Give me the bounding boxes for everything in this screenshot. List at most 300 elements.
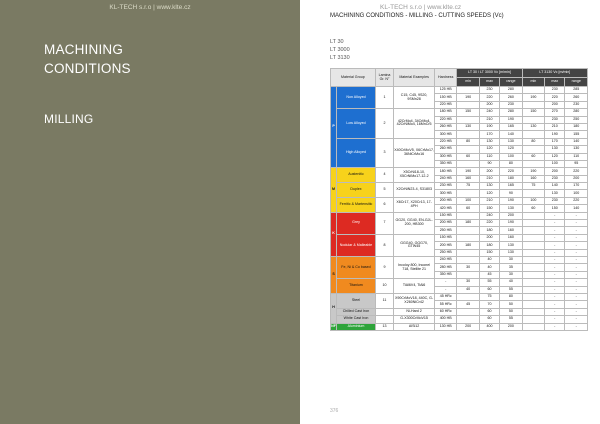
material-example-cell: X40CrMoV5, X6CrMo17, 36NiCrMo16 — [394, 138, 435, 168]
material-example-cell: G-X300CrMoV15 — [394, 316, 435, 323]
speed-b-cell — [522, 301, 544, 308]
hardness-cell: 180 HB — [434, 168, 456, 175]
hardness-cell: 60 HRc — [434, 308, 456, 315]
hardness-cell: 300 HB — [434, 153, 456, 160]
speed-a-cell: 50 — [500, 308, 522, 315]
speed-b-cell: 170 — [545, 138, 565, 145]
hardness-cell: 220 HB — [434, 116, 456, 123]
speed-a-cell: 210 — [479, 175, 499, 182]
speed-a-cell: 200 — [500, 212, 522, 219]
speed-b-cell: 190 — [522, 94, 544, 101]
speed-b-cell — [522, 146, 544, 153]
speed-a-cell: 30 — [457, 264, 479, 271]
table-row — [331, 183, 588, 190]
speed-b-cell: 140 — [565, 138, 588, 145]
speed-b-cell: 220 — [545, 94, 565, 101]
cutting-speed-table — [330, 68, 588, 331]
col-max: max — [545, 78, 565, 87]
speed-a-cell: 190 — [500, 220, 522, 227]
col-hardness: Hardness — [434, 69, 456, 87]
col-range: range — [565, 78, 588, 87]
speed-b-cell — [522, 323, 544, 330]
table-row — [331, 234, 588, 241]
speed-b-cell: 230 — [545, 197, 565, 204]
hardness-cell: - — [434, 279, 456, 286]
speed-b-cell: - — [565, 234, 588, 241]
lamina-no-cell: 3 — [375, 138, 393, 168]
speed-a-cell: 40 — [479, 256, 499, 263]
hardness-cell: 125 HB — [434, 87, 456, 94]
material-group-cell: Duplex — [337, 183, 376, 198]
speed-a-cell: 60 — [479, 286, 499, 293]
lamina-no-cell: 8 — [375, 234, 393, 256]
speed-b-cell — [522, 293, 544, 300]
speed-b-cell: - — [545, 220, 565, 227]
col-range: range — [500, 78, 522, 87]
material-example-cell: GG20, GG40, EN-GJL-200, HB300 — [394, 212, 435, 234]
speed-b-cell — [522, 87, 544, 94]
speed-a-cell — [457, 146, 479, 153]
table-row — [331, 279, 588, 286]
speed-a-cell — [457, 271, 479, 278]
speed-b-cell: 170 — [565, 183, 588, 190]
grade-item: LT 3000 — [330, 47, 350, 53]
speed-b-cell: 75 — [522, 183, 544, 190]
right-brand: KL-TECH s.r.o | www.klte.cz — [380, 4, 462, 11]
iso-group-cell: P — [331, 87, 337, 168]
speed-b-cell: 220 — [565, 168, 588, 175]
speed-a-cell: 60 — [479, 308, 499, 315]
speed-a-cell: 90 — [479, 160, 499, 167]
hardness-cell: 150 HB — [434, 212, 456, 219]
lamina-no-cell: 9 — [375, 256, 393, 278]
speed-a-cell: 60 — [479, 316, 499, 323]
speed-a-cell: 100 — [457, 197, 479, 204]
speed-b-cell: 210 — [545, 123, 565, 130]
speed-a-cell: 150 — [479, 249, 499, 256]
speed-a-cell — [457, 116, 479, 123]
speed-a-cell: 130 — [479, 183, 499, 190]
lamina-no-cell: 4 — [375, 168, 393, 183]
speed-a-cell: 180 — [479, 242, 499, 249]
speed-a-cell: 220 — [479, 94, 499, 101]
speed-a-cell: 240 — [479, 212, 499, 219]
material-example-cell: AlSi12 — [394, 323, 435, 330]
speed-a-cell: 70 — [479, 301, 499, 308]
speed-a-cell: 200 — [500, 323, 522, 330]
speed-b-cell: 280 — [565, 109, 588, 116]
speed-a-cell — [457, 308, 479, 315]
speed-a-cell: 40 — [500, 279, 522, 286]
speed-a-cell — [457, 131, 479, 138]
hardness-cell: 45 HRc — [434, 293, 456, 300]
speed-b-cell: 180 — [565, 123, 588, 130]
table-row — [331, 323, 588, 330]
title-line-2: CONDITIONS — [44, 61, 131, 76]
speed-b-cell — [522, 212, 544, 219]
col-min: min — [457, 78, 479, 87]
speed-a-cell: 160 — [500, 227, 522, 234]
col-lamina-no: Lamina Gr. N° — [375, 69, 393, 87]
speed-b-cell: 80 — [522, 138, 544, 145]
lamina-no-cell — [375, 316, 393, 323]
speed-a-cell: 60 — [457, 205, 479, 212]
hardness-cell: 240 HB — [434, 175, 456, 182]
speed-b-cell: - — [545, 256, 565, 263]
speed-a-cell — [457, 160, 479, 167]
hardness-cell: 350 HB — [434, 271, 456, 278]
speed-b-cell: 130 — [545, 146, 565, 153]
hardness-cell: 220 HB — [434, 138, 456, 145]
speed-a-cell: 80 — [500, 160, 522, 167]
speed-b-cell: 155 — [565, 131, 588, 138]
iso-group-cell: NF — [331, 323, 337, 330]
speed-b-cell — [522, 116, 544, 123]
hardness-cell: 200 HB — [434, 220, 456, 227]
hardness-cell: 220 HB — [434, 101, 456, 108]
speed-a-cell — [457, 256, 479, 263]
hardness-cell: 230 HB — [434, 183, 456, 190]
speed-b-cell: - — [565, 323, 588, 330]
speed-b-cell: 200 — [545, 101, 565, 108]
speed-b-cell: 95 — [565, 160, 588, 167]
speed-a-cell: 180 — [500, 175, 522, 182]
speed-a-cell: 45 — [457, 301, 479, 308]
grade-item: LT 30 — [330, 39, 344, 45]
speed-a-cell — [457, 87, 479, 94]
speed-a-cell: 230 — [500, 101, 522, 108]
iso-group-cell: M — [331, 168, 337, 212]
table-row — [331, 87, 588, 94]
speed-b-cell — [522, 227, 544, 234]
speed-a-cell: 400 — [479, 323, 499, 330]
speed-a-cell: 30 — [457, 279, 479, 286]
speed-b-cell — [522, 220, 544, 227]
lamina-no-cell: 2 — [375, 109, 393, 139]
table-row — [331, 256, 588, 263]
material-group-cell: Grey — [337, 212, 376, 234]
hardness-cell: 300 HB — [434, 190, 456, 197]
speed-b-cell: 100 — [565, 190, 588, 197]
col-grade-a: LT 30 / LT 3000 Vc [m/min] — [457, 69, 522, 78]
speed-b-cell: - — [545, 323, 565, 330]
speed-b-cell: - — [545, 279, 565, 286]
speed-a-cell: 200 — [457, 323, 479, 330]
speed-a-cell: 120 — [479, 190, 499, 197]
speed-a-cell: 80 — [457, 138, 479, 145]
material-group-cell: Ferritic & Martensitic — [337, 197, 376, 212]
speed-b-cell: 270 — [545, 109, 565, 116]
hardness-cell: - — [434, 286, 456, 293]
iso-group-cell: K — [331, 212, 337, 256]
speed-b-cell: - — [545, 301, 565, 308]
speed-a-cell: 190 — [479, 123, 499, 130]
speed-a-cell: 165 — [500, 123, 522, 130]
speed-a-cell — [457, 249, 479, 256]
table-row — [331, 308, 588, 315]
speed-a-cell — [457, 212, 479, 219]
speed-a-cell: 55 — [479, 279, 499, 286]
speed-b-cell: - — [565, 308, 588, 315]
material-group-cell: Aluminium — [337, 323, 376, 330]
lamina-no-cell: 1 — [375, 87, 393, 109]
speed-b-cell: - — [565, 242, 588, 249]
material-group-cell: Titanium — [337, 279, 376, 294]
speed-b-cell: 100 — [545, 160, 565, 167]
speed-a-cell: 130 — [500, 138, 522, 145]
speed-b-cell: - — [565, 286, 588, 293]
speed-a-cell: 55 — [500, 316, 522, 323]
material-group-cell: Fe, Ni & Co based — [337, 256, 376, 278]
table-row — [331, 212, 588, 219]
material-example-cell: TiAl6V4, TiAl6 — [394, 279, 435, 294]
material-example-cell: Ni-Hard 2 — [394, 308, 435, 315]
speed-a-cell — [457, 101, 479, 108]
speed-b-cell: 260 — [565, 94, 588, 101]
speed-b-cell: 250 — [565, 116, 588, 123]
hardness-cell: 150 HB — [434, 234, 456, 241]
title-line-1: MACHINING — [44, 42, 124, 57]
speed-b-cell: 230 — [545, 116, 565, 123]
speed-a-cell: 190 — [500, 197, 522, 204]
speed-b-cell: 130 — [545, 190, 565, 197]
hardness-cell: 130 HB — [434, 323, 456, 330]
speed-b-cell: - — [545, 227, 565, 234]
speed-b-cell — [522, 264, 544, 271]
material-group-cell: Low Alloyed — [337, 109, 376, 139]
col-grade-b: LT 3130 Vc [m/min] — [522, 69, 587, 78]
material-example-cell: X90CrMoV18, 440C, G-X260NiCr42 — [394, 293, 435, 308]
speed-a-cell: 50 — [500, 301, 522, 308]
iso-group-cell: H — [331, 293, 337, 323]
material-group-cell: High Alloyed — [337, 138, 376, 168]
speed-b-cell: 220 — [565, 197, 588, 204]
speed-a-cell: 210 — [479, 197, 499, 204]
speed-b-cell: 150 — [545, 205, 565, 212]
speed-a-cell: 190 — [457, 94, 479, 101]
material-example-cell: GGG40, GGG70, GTW45 — [394, 234, 435, 256]
speed-a-cell: 35 — [500, 264, 522, 271]
speed-b-cell: - — [545, 264, 565, 271]
speed-b-cell: 140 — [565, 205, 588, 212]
table-row — [331, 197, 588, 204]
table-row — [331, 138, 588, 145]
right-page — [300, 0, 600, 424]
lamina-no-cell: 6 — [375, 197, 393, 212]
speed-a-cell: 200 — [479, 168, 499, 175]
material-group-cell: Steel — [337, 293, 376, 308]
speed-a-cell: 120 — [479, 146, 499, 153]
hardness-cell: 350 HB — [434, 160, 456, 167]
speed-a-cell: 100 — [500, 153, 522, 160]
speed-a-cell: 40 — [479, 264, 499, 271]
iso-group-cell: S — [331, 256, 337, 293]
speed-a-cell: 150 — [457, 109, 479, 116]
speed-b-cell — [522, 286, 544, 293]
speed-a-cell: 45 — [479, 271, 499, 278]
speed-a-cell: 160 — [457, 175, 479, 182]
table-row — [331, 316, 588, 323]
speed-a-cell: 60 — [457, 153, 479, 160]
speed-b-cell — [522, 279, 544, 286]
speed-a-cell: 80 — [500, 293, 522, 300]
speed-b-cell: - — [565, 212, 588, 219]
speed-a-cell: 130 — [500, 242, 522, 249]
hardness-cell: 300 HB — [434, 131, 456, 138]
speed-a-cell: 30 — [500, 256, 522, 263]
speed-b-cell: - — [565, 256, 588, 263]
speed-b-cell — [522, 242, 544, 249]
material-group-cell: Nodular & Malleable — [337, 234, 376, 256]
speed-b-cell: - — [565, 220, 588, 227]
speed-a-cell: 280 — [500, 109, 522, 116]
speed-a-cell: 190 — [500, 116, 522, 123]
speed-a-cell: 75 — [479, 293, 499, 300]
speed-b-cell — [522, 249, 544, 256]
speed-b-cell: - — [545, 316, 565, 323]
speed-b-cell: - — [545, 234, 565, 241]
speed-b-cell: 100 — [522, 197, 544, 204]
speed-b-cell: - — [545, 308, 565, 315]
hardness-cell: 260 HB — [434, 146, 456, 153]
hardness-cell: 200 HB — [434, 242, 456, 249]
material-group-cell: Austenitic — [337, 168, 376, 183]
speed-b-cell: 200 — [565, 175, 588, 182]
hardness-cell: 260 HB — [434, 123, 456, 130]
speed-a-cell — [457, 190, 479, 197]
speed-a-cell: 260 — [500, 94, 522, 101]
speed-b-cell: - — [565, 293, 588, 300]
speed-a-cell: 30 — [500, 271, 522, 278]
speed-b-cell: 140 — [545, 183, 565, 190]
table-row — [331, 168, 588, 175]
table-row — [331, 293, 588, 300]
speed-b-cell: 190 — [522, 168, 544, 175]
speed-b-cell: 120 — [545, 153, 565, 160]
speed-a-cell: 210 — [479, 116, 499, 123]
speed-a-cell — [457, 234, 479, 241]
hardness-cell: 200 HB — [434, 197, 456, 204]
speed-b-cell: 200 — [545, 168, 565, 175]
material-group-cell: Chilled Cast Iron — [337, 308, 376, 315]
speed-b-cell: 285 — [565, 87, 588, 94]
speed-a-cell: 200 — [479, 234, 499, 241]
material-group-cell: White Cast Iron — [337, 316, 376, 323]
speed-a-cell: 55 — [500, 286, 522, 293]
hardness-cell: 280 HB — [434, 264, 456, 271]
speed-a-cell: 170 — [479, 131, 499, 138]
speed-b-cell: 230 — [545, 175, 565, 182]
speed-b-cell: 190 — [545, 131, 565, 138]
material-example-cell: X2CrNiN23-4, S31803 — [394, 183, 435, 198]
material-example-cell: Incoloy 800, Inconel 718, Stellite 21 — [394, 256, 435, 278]
col-material-examples: Material Examples — [394, 69, 435, 87]
page-title — [44, 40, 131, 78]
hardness-cell: 250 HB — [434, 227, 456, 234]
speed-b-cell: 110 — [565, 153, 588, 160]
speed-a-cell: 180 — [457, 220, 479, 227]
speed-a-cell: 180 — [479, 227, 499, 234]
speed-b-cell: - — [545, 249, 565, 256]
speed-a-cell: 140 — [500, 131, 522, 138]
hardness-cell: 420 HB — [434, 205, 456, 212]
hardness-cell: 400 HB — [434, 316, 456, 323]
section-header: MACHINING CONDITIONS - MILLING - CUTTING SPEEDS (Vc) — [330, 13, 504, 19]
speed-a-cell: 180 — [457, 242, 479, 249]
lamina-no-cell: 11 — [375, 293, 393, 308]
material-group-cell: Non Alloyed — [337, 87, 376, 109]
speed-a-cell: 220 — [500, 168, 522, 175]
speed-b-cell — [522, 271, 544, 278]
speed-b-cell: - — [545, 212, 565, 219]
speed-b-cell: - — [565, 227, 588, 234]
table-row — [331, 109, 588, 116]
speed-b-cell — [522, 101, 544, 108]
speed-a-cell: 160 — [500, 234, 522, 241]
lamina-no-cell: 7 — [375, 212, 393, 234]
hardness-cell: 180 HB — [434, 109, 456, 116]
speed-b-cell: - — [565, 316, 588, 323]
left-brand: KL-TECH s.r.o | www.klte.cz — [109, 4, 191, 11]
speed-b-cell — [522, 190, 544, 197]
speed-a-cell: 130 — [457, 123, 479, 130]
col-material-group: Material Group — [331, 69, 376, 87]
speed-b-cell — [522, 234, 544, 241]
speed-a-cell — [457, 293, 479, 300]
speed-a-cell: 130 — [500, 205, 522, 212]
speed-b-cell: 60 — [522, 205, 544, 212]
speed-b-cell: 130 — [565, 146, 588, 153]
material-example-cell: C15, C45, 9S20, 9SMn28 — [394, 87, 435, 109]
speed-b-cell: 150 — [522, 109, 544, 116]
speed-a-cell: 40 — [457, 286, 479, 293]
speed-b-cell: - — [565, 249, 588, 256]
speed-b-cell: - — [545, 271, 565, 278]
lamina-no-cell: 10 — [375, 279, 393, 294]
lamina-no-cell — [375, 308, 393, 315]
page-subtitle: MILLING — [44, 112, 94, 126]
speed-b-cell — [522, 256, 544, 263]
speed-a-cell: 190 — [457, 168, 479, 175]
speed-a-cell: 200 — [479, 101, 499, 108]
material-example-cell: 42CrMo4, 34CrMo4, 42CrNiMo4, 16MnCr5 — [394, 109, 435, 139]
grade-item: LT 3130 — [330, 55, 350, 61]
speed-a-cell — [457, 316, 479, 323]
speed-a-cell — [457, 227, 479, 234]
col-max: max — [479, 78, 499, 87]
speed-b-cell: - — [565, 279, 588, 286]
speed-b-cell: - — [545, 286, 565, 293]
speed-b-cell — [522, 160, 544, 167]
speed-b-cell: 60 — [522, 153, 544, 160]
hardness-cell: 240 HB — [434, 256, 456, 263]
speed-b-cell — [522, 131, 544, 138]
speed-a-cell: 110 — [479, 153, 499, 160]
speed-a-cell: 230 — [479, 87, 499, 94]
speed-a-cell: 280 — [500, 87, 522, 94]
speed-b-cell: - — [565, 301, 588, 308]
hardness-cell: 55 HRc — [434, 301, 456, 308]
material-example-cell: X5CrNi18-10, X5CrNiMo17-12-2 — [394, 168, 435, 183]
speed-a-cell: 165 — [500, 183, 522, 190]
col-min: min — [522, 78, 544, 87]
grade-list — [330, 38, 350, 62]
speed-b-cell: - — [545, 293, 565, 300]
material-example-cell: X6Cr17, X20Cr13, 17-4PH — [394, 197, 435, 212]
speed-b-cell: - — [565, 271, 588, 278]
speed-b-cell: 230 — [565, 101, 588, 108]
speed-a-cell: 220 — [479, 220, 499, 227]
